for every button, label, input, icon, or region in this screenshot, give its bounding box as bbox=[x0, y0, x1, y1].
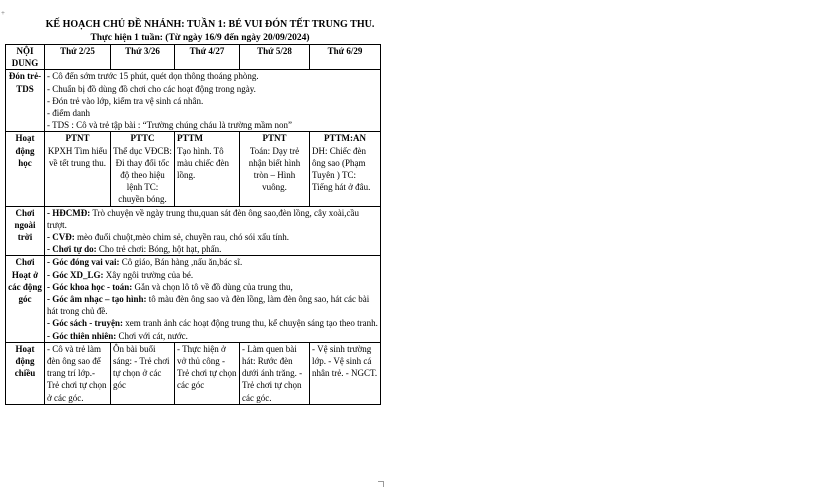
row-don-tre bbox=[6, 70, 381, 132]
day-cell bbox=[111, 132, 175, 206]
row-label: Hoạt động học bbox=[6, 132, 45, 206]
day-cell: - Vệ sinh trường lớp. - Vệ sinh cá nhân trẻ. - NGCT. bbox=[310, 342, 381, 404]
day-cell: - Cô và trẻ làm đèn ông sao để trang trí lớp.- Trẻ chơi tự chọn ở các góc. bbox=[45, 342, 111, 404]
item-heading: - CVĐ: bbox=[47, 232, 75, 243]
content-line: - điểm danh bbox=[47, 108, 90, 119]
day-cell-head: PTNT bbox=[65, 133, 90, 144]
row-choi-hoat-dong-goc bbox=[6, 256, 381, 342]
row-content bbox=[45, 70, 381, 132]
item-text: Cho trẻ chơi: Bóng, hột hạt, phấn. bbox=[96, 244, 222, 255]
anchor-marker: + bbox=[1, 9, 5, 17]
day-cell-body: Tạo hình. Tô màu chiếc đèn lồng. bbox=[177, 145, 229, 181]
item-heading: - Góc XD_LG: bbox=[47, 269, 104, 280]
item-text: Xây ngôi trường của bé. bbox=[103, 269, 194, 280]
header-day: Thứ 2/25 bbox=[45, 45, 111, 70]
content-line: - Chuẩn bị đồ dùng đồ chơi cho các hoạt động trong ngày. bbox=[47, 83, 256, 94]
content-line bbox=[47, 243, 378, 255]
row-label: Chơi Hoạt ở các động góc bbox=[6, 256, 45, 342]
day-cell-head: PTNT bbox=[262, 133, 287, 144]
content-line bbox=[47, 281, 378, 293]
item-text: Cô giáo, Bán hàng ,nấu ăn,bác sĩ. bbox=[119, 257, 243, 268]
item-heading: - HĐCMĐ: bbox=[47, 207, 91, 218]
page-title: KẾ HOẠCH CHỦ ĐỀ NHÁNH: TUẦN 1: BÉ VUI ĐÓN TẾT TRUNG THU. bbox=[45, 19, 375, 30]
content-line: - Đón trẻ vào lớp, kiểm tra vệ sinh cá nhân. bbox=[47, 95, 204, 106]
day-cell-head: PTTM:AN bbox=[324, 133, 366, 144]
day-cell-body: KPXH Tìm hiểu về tết trung thu. bbox=[47, 145, 108, 168]
item-text: Trò chuyện về ngày trung thu,quan sát đèn ông sao,đèn lồng, cây xoài,cầu trượt. bbox=[47, 207, 359, 230]
item-text: tô màu đèn ông sao và đèn lồng, làm đèn ông sao, hát các bài hát trong chủ đề. bbox=[47, 294, 370, 317]
content-line bbox=[47, 207, 378, 231]
item-heading: - Góc sách - truyện: bbox=[47, 318, 123, 329]
day-cell bbox=[310, 132, 381, 206]
day-cell-head: PTTM bbox=[177, 133, 203, 144]
item-text: Gắn và chọn lô tô về đồ dùng của trung thu, bbox=[132, 281, 293, 292]
content-line bbox=[47, 330, 378, 342]
item-text: Chơi với cát, nước. bbox=[116, 330, 188, 341]
row-label: Chơi ngoài trời bbox=[6, 206, 45, 256]
row-hoat-dong-hoc bbox=[6, 132, 381, 206]
content-line bbox=[47, 256, 378, 268]
row-content bbox=[45, 256, 381, 342]
header-day: Thứ 5/28 bbox=[240, 45, 310, 70]
day-cell-body: DH: Chiếc đèn ông sao (Phạm Tuyên ) TC: Tiếng hát ở đâu. bbox=[312, 145, 371, 193]
content-line bbox=[47, 269, 378, 281]
row-choi-ngoai-troi bbox=[6, 206, 381, 256]
row-content bbox=[45, 206, 381, 256]
day-cell-body: Toán: Dạy trẻ nhận biết hình tròn – Hình vuông. bbox=[248, 145, 301, 193]
day-cell-head: PTTC bbox=[130, 133, 155, 144]
day-cell: - Thực hiện ở vở thủ công -Trẻ chơi tự chọn các góc bbox=[175, 342, 240, 404]
header-content: NỘI DUNG bbox=[6, 45, 45, 70]
day-cell-body: Thể dục VĐCB: Đi thay đổi tốc độ theo hiệu lệnh TC: chuyền bóng. bbox=[113, 145, 172, 205]
content-line bbox=[47, 317, 378, 329]
content-line bbox=[47, 293, 378, 317]
item-heading: - Chơi tự do: bbox=[47, 244, 97, 255]
item-heading: - Góc thiên nhiên: bbox=[47, 330, 117, 341]
page-subtitle: Thực hiện 1 tuần: (Từ ngày 16/9 đến ngày 20/09/2024) bbox=[90, 33, 310, 43]
item-heading: - Góc khoa học - toán: bbox=[47, 281, 133, 292]
item-text: xem tranh ảnh các hoạt động trung thu, kể chuyện sáng tạo theo tranh. bbox=[123, 318, 378, 329]
plan-table bbox=[5, 44, 381, 405]
day-cell bbox=[240, 132, 310, 206]
row-label: Đón trẻ- TDS bbox=[6, 70, 45, 132]
day-cell bbox=[45, 132, 111, 206]
item-heading: - Góc âm nhạc – tạo hình: bbox=[47, 294, 147, 305]
content-line: - Cô đến sớm trước 15 phút, quét dọn thông thoáng phòng. bbox=[47, 71, 259, 82]
row-hoat-dong-chieu bbox=[6, 342, 381, 404]
header-day: Thứ 4/27 bbox=[175, 45, 240, 70]
header-day: Thứ 6/29 bbox=[310, 45, 381, 70]
content-line: - TDS : Cô và trẻ tập bài : “Trường chúng cháu là trường mầm non” bbox=[47, 120, 292, 131]
day-cell: - Làm quen bài hát: Rước đèn dưới ánh trăng. - Trẻ chơi tự chọn các góc. bbox=[240, 342, 310, 404]
row-label: Hoạt động chiều bbox=[6, 342, 45, 404]
header-day: Thứ 3/26 bbox=[111, 45, 175, 70]
day-cell: Ôn bài buổi sáng: - Trẻ chơi tự chọn ở các góc bbox=[111, 342, 175, 404]
page-corner-mark bbox=[378, 481, 384, 487]
item-text: mèo đuổi chuột,mèo chim sẻ, chuyền rau, chó sói xấu tính. bbox=[74, 232, 289, 243]
item-heading: - Góc đóng vai vai: bbox=[47, 257, 120, 268]
day-cell bbox=[175, 132, 240, 206]
content-line bbox=[47, 231, 378, 243]
table-header-row bbox=[6, 45, 381, 70]
